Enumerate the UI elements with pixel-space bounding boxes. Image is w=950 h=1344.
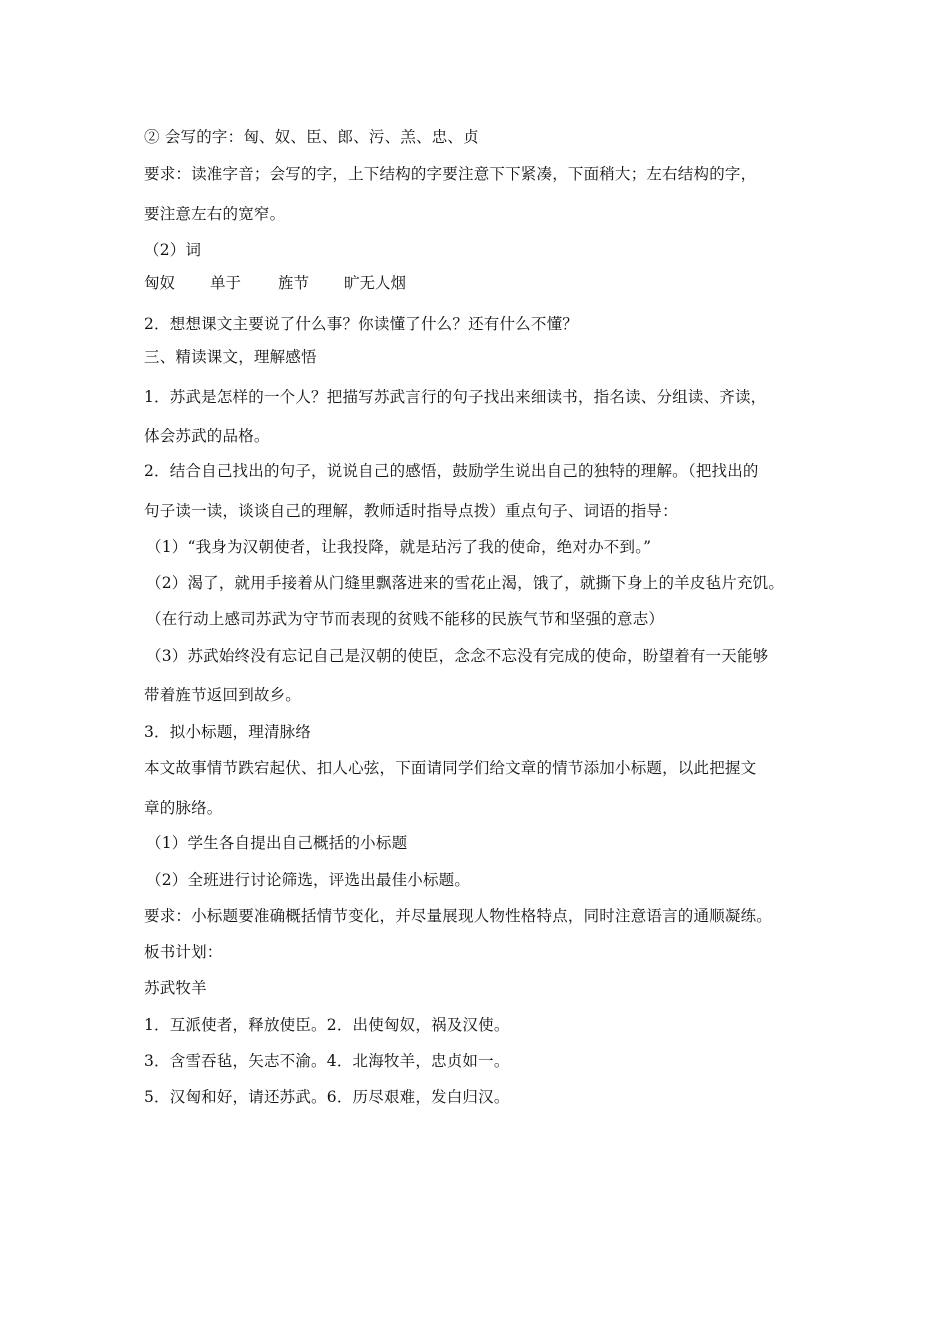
text-line: 句子读一读，谈谈自己的理解，教师适时指导点拨）重点句子、词语的指导： (144, 502, 678, 520)
text-line: 5．汉匈和好，请还苏武。6．历尽艰难，发白归汉。 (144, 1088, 510, 1106)
text-line: （1）“我身为汉朝使者，让我投降，就是玷污了我的使命，绝对办不到。” (146, 538, 652, 556)
text-line: 1．互派使者，释放使臣。2．出使匈奴，祸及汉使。 (144, 1016, 510, 1034)
text-line: （2）全班进行讨论筛选，评选出最佳小标题。 (146, 871, 471, 889)
text-line: 3．含雪吞毡，矢志不渝。4．北海牧羊，忠贞如一。 (144, 1052, 510, 1070)
text-line: （1）学生各自提出自己概括的小标题 (146, 834, 408, 852)
text-line: 带着旌节返回到故乡。 (144, 686, 302, 704)
text-line: 3．拟小标题，理清脉络 (144, 723, 312, 741)
text-line: 2．想想课文主要说了什么事？你读懂了什么？还有什么不懂？ (144, 315, 578, 333)
text-line: 本文故事情节跌宕起伏、扣人心弦，下面请同学们给文章的情节添加小标题，以此把握文 (144, 759, 757, 777)
vocabulary-word: 旌节 (278, 274, 310, 292)
text-line: （在行动上感司苏武为守节而表现的贫贱不能移的民族气节和坚强的意志） (146, 610, 665, 628)
section-heading: 三、精读课文，理解感悟 (144, 348, 317, 366)
text-line: ② 会写的字：匈、奴、臣、郎、污、羔、忠、贞 (144, 128, 479, 146)
text-line: 要注意左右的宽窄。 (144, 205, 286, 223)
text-line: （2）词 (144, 241, 202, 259)
text-line: 章的脉络。 (144, 799, 223, 817)
vocabulary-word: 单于 (210, 274, 242, 292)
vocabulary-word: 旷无人烟 (344, 274, 407, 292)
text-line: 要求：小标题要准确概括情节变化，并尽量展现人物性格特点，同时注意语言的通顺凝练。 (144, 907, 773, 925)
text-line: 要求：读准字音；会写的字，上下结构的字要注意下下紧凑，下面稍大；左右结构的字， (144, 165, 757, 183)
text-line: （3）苏武始终没有忘记自己是汉朝的使臣，念念不忘没有完成的使命，盼望着有一天能够 (146, 647, 769, 665)
text-line: （2）渴了，就用手接着从门缝里飘落进来的雪花止渴，饿了，就撕下身上的羊皮毡片充饥。 (146, 574, 785, 592)
vocabulary-word: 匈奴 (144, 274, 176, 292)
text-line: 板书计划： (144, 943, 223, 961)
text-line: 2．结合自己找出的句子，说说自己的感悟，鼓励学生说出自己的独特的理解。（把找出的 (144, 462, 759, 480)
text-line: 1．苏武是怎样的一个人？把描写苏武言行的句子找出来细读书，指名读、分组读、齐读， (144, 388, 767, 406)
board-title: 苏武牧羊 (144, 979, 207, 997)
text-line: 体会苏武的品格。 (144, 427, 270, 445)
